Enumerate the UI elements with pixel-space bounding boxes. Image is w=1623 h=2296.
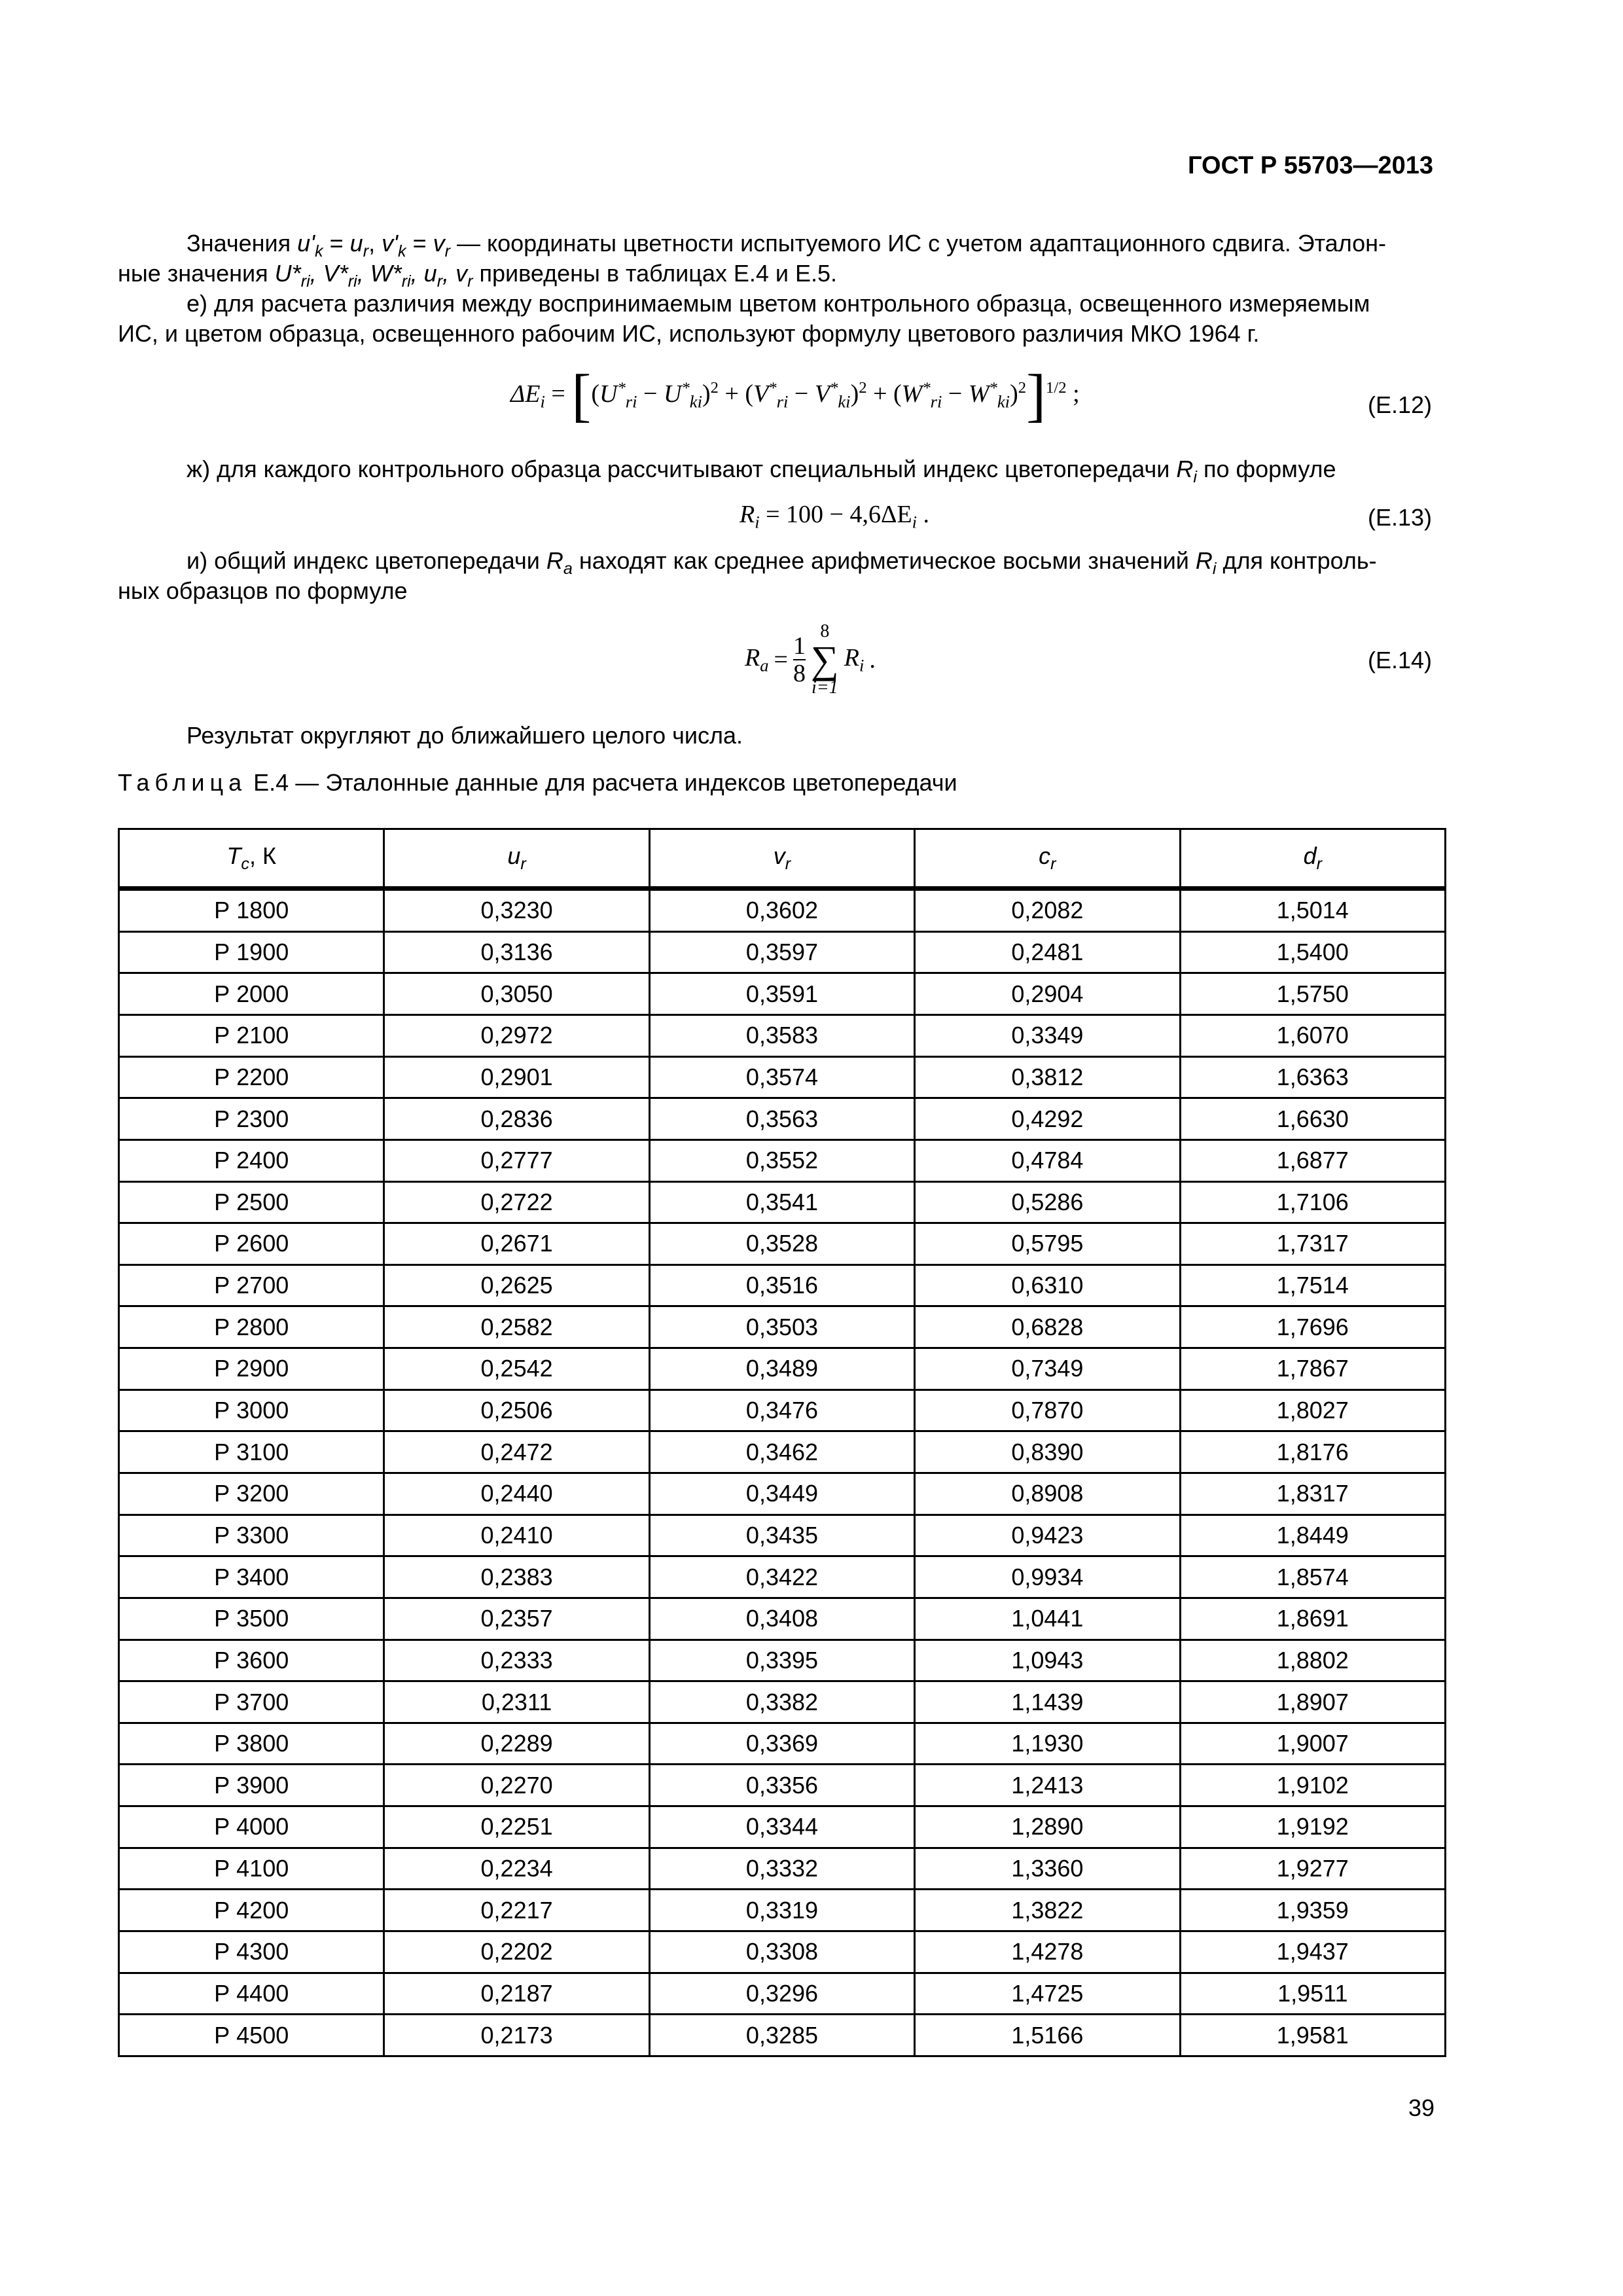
table-row bbox=[119, 1973, 1446, 2015]
table-cell: 0,2187 bbox=[384, 1973, 649, 2015]
table-cell: 0,2440 bbox=[384, 1473, 649, 1515]
table-cell: 0,2234 bbox=[384, 1848, 649, 1890]
table-cell: 0,3422 bbox=[649, 1556, 914, 1598]
table-row bbox=[119, 1681, 1446, 1723]
table-cell: 0,3449 bbox=[649, 1473, 914, 1515]
header-tc: $T_c$, К bbox=[119, 829, 384, 889]
fraction bbox=[793, 633, 806, 687]
table-cell: Р 4000 bbox=[119, 1806, 384, 1848]
table-cell: Р 3800 bbox=[119, 1723, 384, 1765]
table-cell: 1,1439 bbox=[915, 1681, 1180, 1723]
table-cell: Р 3900 bbox=[119, 1765, 384, 1806]
table-cell: 1,6630 bbox=[1180, 1098, 1445, 1140]
table-cell: 1,7317 bbox=[1180, 1223, 1445, 1265]
text-segment: ные значения bbox=[118, 260, 275, 287]
equation-e13-label: (Е.13) bbox=[1367, 504, 1432, 531]
table-cell: 1,7867 bbox=[1180, 1348, 1445, 1390]
table-row bbox=[119, 889, 1446, 932]
table-cell: Р 2300 bbox=[119, 1098, 384, 1140]
table-cell: 1,8449 bbox=[1180, 1515, 1445, 1556]
table-cell: 0,3308 bbox=[649, 1931, 914, 1973]
table-cell: 0,2311 bbox=[384, 1681, 649, 1723]
table-cell: 1,7514 bbox=[1180, 1265, 1445, 1306]
table-cell: 0,6310 bbox=[915, 1265, 1180, 1306]
table-cell: Р 3700 bbox=[119, 1681, 384, 1723]
text-segment: для контроль- bbox=[1216, 547, 1377, 574]
table-cell: 0,2625 bbox=[384, 1265, 649, 1306]
table-row bbox=[119, 1139, 1446, 1181]
table-cell: 1,8802 bbox=[1180, 1640, 1445, 1681]
paragraph-zh-item: ж) для каждого контрольного образца рассчитывают специальный индекс цветопередачи $R_i$ по формуле bbox=[187, 456, 1336, 487]
header-cr: $c_r$ bbox=[915, 829, 1180, 889]
table-cell: 1,8574 bbox=[1180, 1556, 1445, 1598]
sum-operator: 8 ∑ i=1 bbox=[810, 621, 839, 698]
table-cell: 0,3462 bbox=[649, 1431, 914, 1473]
table-cell: 0,3591 bbox=[649, 973, 914, 1015]
paragraph-values: Значения $u'_k = u_r$, $v'_k = v_r$ — координаты цветности испытуемого ИС с учетом адаптационного сдвига. Эталон- bbox=[187, 230, 1386, 261]
text-segment: , bbox=[368, 230, 382, 257]
table-cell: Р 3200 bbox=[119, 1473, 384, 1515]
table-cell: Р 2900 bbox=[119, 1348, 384, 1390]
table-cell: 1,2413 bbox=[915, 1765, 1180, 1806]
text-segment: = bbox=[323, 230, 350, 257]
table-cell: Р 2200 bbox=[119, 1056, 384, 1098]
table-cell: 1,7106 bbox=[1180, 1181, 1445, 1223]
paragraph-i-item-cont: ных образцов по формуле bbox=[118, 577, 408, 604]
table-cell: Р 4500 bbox=[119, 2015, 384, 2056]
text-segment: — координаты цветности испытуемого ИС с учетом адаптационного сдвига. Эталон- bbox=[450, 230, 1386, 257]
table-row bbox=[119, 1473, 1446, 1515]
table-cell: Р 4100 bbox=[119, 1848, 384, 1890]
table-cell: 0,2582 bbox=[384, 1306, 649, 1348]
table-caption bbox=[118, 769, 957, 797]
table-row bbox=[119, 1181, 1446, 1223]
table-cell: 0,2836 bbox=[384, 1098, 649, 1140]
table-cell: 0,3476 bbox=[649, 1390, 914, 1431]
table-cell: 0,2671 bbox=[384, 1223, 649, 1265]
equation-e13: $R_i = 100 - 4,6\Delta E_i$ . bbox=[740, 501, 930, 532]
table-cell: Р 3100 bbox=[119, 1431, 384, 1473]
table-cell: 0,3574 bbox=[649, 1056, 914, 1098]
text-segment: = bbox=[406, 230, 433, 257]
table-cell: 1,7696 bbox=[1180, 1306, 1445, 1348]
table-cell: 0,9934 bbox=[915, 1556, 1180, 1598]
table-cell: 0,3541 bbox=[649, 1181, 914, 1223]
table-row bbox=[119, 1348, 1446, 1390]
table-cell: 1,9007 bbox=[1180, 1723, 1445, 1765]
table-cell: 0,3583 bbox=[649, 1014, 914, 1056]
table-cell: 1,5750 bbox=[1180, 973, 1445, 1015]
table-cell: 1,9277 bbox=[1180, 1848, 1445, 1890]
table-cell: 1,4725 bbox=[915, 1973, 1180, 2015]
table-cell: 0,2901 bbox=[384, 1056, 649, 1098]
equation-e14-label: (Е.14) bbox=[1367, 647, 1432, 673]
table-cell: 0,2202 bbox=[384, 1931, 649, 1973]
table-cell: 1,8691 bbox=[1180, 1598, 1445, 1640]
table-cell: 0,3369 bbox=[649, 1723, 914, 1765]
table-cell: 0,2506 bbox=[384, 1390, 649, 1431]
table-cell: 0,3552 bbox=[649, 1139, 914, 1181]
table-cell: 0,7349 bbox=[915, 1348, 1180, 1390]
table-cell: 0,2357 bbox=[384, 1598, 649, 1640]
paragraph-rounding: Результат округляют до ближайшего целого числа. bbox=[187, 722, 743, 749]
table-row bbox=[119, 1765, 1446, 1806]
table-cell: Р 2700 bbox=[119, 1265, 384, 1306]
table-cell: 0,2481 bbox=[915, 931, 1180, 973]
table-cell: 0,5795 bbox=[915, 1223, 1180, 1265]
table-row bbox=[119, 1056, 1446, 1098]
table-cell: 1,3360 bbox=[915, 1848, 1180, 1890]
table-row bbox=[119, 1848, 1446, 1890]
table-row bbox=[119, 1890, 1446, 1931]
table-cell: 1,8176 bbox=[1180, 1431, 1445, 1473]
table-cell: 0,3296 bbox=[649, 1973, 914, 2015]
table-cell: 0,2472 bbox=[384, 1431, 649, 1473]
table-cell: 0,3395 bbox=[649, 1640, 914, 1681]
table-cell: Р 3500 bbox=[119, 1598, 384, 1640]
table-cell: 1,9581 bbox=[1180, 2015, 1445, 2056]
table-cell: 1,9359 bbox=[1180, 1890, 1445, 1931]
header-dr: $d_r$ bbox=[1180, 829, 1445, 889]
table-cell: 0,2972 bbox=[384, 1014, 649, 1056]
table-row bbox=[119, 1390, 1446, 1431]
table-cell: 0,3516 bbox=[649, 1265, 914, 1306]
symbol-vk: v' bbox=[382, 230, 398, 257]
table-cell: 0,3319 bbox=[649, 1890, 914, 1931]
table-caption-label: Таблица bbox=[118, 769, 247, 796]
table-cell: 0,7870 bbox=[915, 1390, 1180, 1431]
table-cell: 1,9192 bbox=[1180, 1806, 1445, 1848]
table-cell: 0,4784 bbox=[915, 1139, 1180, 1181]
table-row bbox=[119, 1806, 1446, 1848]
table-cell: 1,9102 bbox=[1180, 1765, 1445, 1806]
table-cell: 0,3503 bbox=[649, 1306, 914, 1348]
table-cell: 0,3408 bbox=[649, 1598, 914, 1640]
table-cell: 1,3822 bbox=[915, 1890, 1180, 1931]
table-cell: 0,3382 bbox=[649, 1681, 914, 1723]
paragraph-values-cont: ные значения $U*_{ri}$, $V*_{ri}$, $W*_{ri}$, $u_r$, $v_r$ приведены в таблицах Е.4 и Е.5. bbox=[118, 260, 838, 291]
table-cell: 0,3563 bbox=[649, 1098, 914, 1140]
table-row bbox=[119, 1598, 1446, 1640]
table-row bbox=[119, 2015, 1446, 2056]
symbol-uk: u' bbox=[297, 230, 315, 257]
table-cell: 1,9511 bbox=[1180, 1973, 1445, 2015]
text-segment: находят как среднее арифметическое восьми значений bbox=[572, 547, 1196, 574]
table-caption-text: Е.4 — Эталонные данные для расчета индексов цветопередачи bbox=[247, 769, 957, 796]
table-cell: 0,2722 bbox=[384, 1181, 649, 1223]
table-cell: Р 2400 bbox=[119, 1139, 384, 1181]
table-row bbox=[119, 1515, 1446, 1556]
table-row bbox=[119, 1014, 1446, 1056]
table-cell: Р 4300 bbox=[119, 1931, 384, 1973]
text-segment: по формуле bbox=[1197, 456, 1336, 482]
table-cell: 0,2173 bbox=[384, 2015, 649, 2056]
table-cell: 1,8027 bbox=[1180, 1390, 1445, 1431]
table-cell: 1,5166 bbox=[915, 2015, 1180, 2056]
table-row bbox=[119, 1931, 1446, 1973]
table-cell: 0,3489 bbox=[649, 1348, 914, 1390]
table-header-row bbox=[119, 829, 1446, 889]
table-cell: 1,2890 bbox=[915, 1806, 1180, 1848]
table-cell: 0,2333 bbox=[384, 1640, 649, 1681]
fraction-denominator: 8 bbox=[793, 660, 806, 687]
table-cell: 1,6070 bbox=[1180, 1014, 1445, 1056]
table-row bbox=[119, 931, 1446, 973]
table-cell: 0,2082 bbox=[915, 889, 1180, 932]
table-cell: 0,2383 bbox=[384, 1556, 649, 1598]
header-ur: $u_r$ bbox=[384, 829, 649, 889]
table-cell: Р 3300 bbox=[119, 1515, 384, 1556]
equation-e12: $\Delta E_i = [(U^*_{ri} - U^*_{ki})^2 + (V^*_{ri} - V^*_{ki})^2 + (W^*_{ri} - W^*_{ki})^2]^{1/2}$ ; bbox=[510, 363, 1080, 428]
header-vr: $v_r$ bbox=[649, 829, 914, 889]
table-cell: 1,4278 bbox=[915, 1931, 1180, 1973]
table-cell: 1,8907 bbox=[1180, 1681, 1445, 1723]
table-cell: 1,6877 bbox=[1180, 1139, 1445, 1181]
table-cell: 0,8908 bbox=[915, 1473, 1180, 1515]
table-cell: 0,3356 bbox=[649, 1765, 914, 1806]
table-cell: Р 2600 bbox=[119, 1223, 384, 1265]
table-cell: 1,0441 bbox=[915, 1598, 1180, 1640]
table-cell: 0,8390 bbox=[915, 1431, 1180, 1473]
table-cell: 1,8317 bbox=[1180, 1473, 1445, 1515]
table-cell: 0,3230 bbox=[384, 889, 649, 932]
table-cell: 0,3597 bbox=[649, 931, 914, 973]
table-cell: 0,2289 bbox=[384, 1723, 649, 1765]
table-cell: Р 2000 bbox=[119, 973, 384, 1015]
equation-e13-body: = 100 − 4,6ΔE bbox=[766, 501, 912, 528]
paragraph-e-item: е) для расчета различия между воспринимаемым цветом контрольного образца, освещенного измеряемым bbox=[187, 290, 1370, 317]
table-cell: 0,5286 bbox=[915, 1181, 1180, 1223]
equation-e14: $R_a$ = $\frac{1}{8}$ 8 ∑ i=1 $R_i$ . bbox=[745, 621, 876, 698]
table-cell: 0,3528 bbox=[649, 1223, 914, 1265]
table-cell: 0,2217 bbox=[384, 1890, 649, 1931]
table-cell: 1,5014 bbox=[1180, 889, 1445, 932]
table-cell: Р 3400 bbox=[119, 1556, 384, 1598]
table-cell: 0,3332 bbox=[649, 1848, 914, 1890]
table-row bbox=[119, 1306, 1446, 1348]
table-cell: 1,1930 bbox=[915, 1723, 1180, 1765]
table-cell: Р 4200 bbox=[119, 1890, 384, 1931]
table-cell: 0,3435 bbox=[649, 1515, 914, 1556]
table-cell: 0,3136 bbox=[384, 931, 649, 973]
table-row bbox=[119, 1098, 1446, 1140]
table-row bbox=[119, 1723, 1446, 1765]
table-cell: 0,2542 bbox=[384, 1348, 649, 1390]
symbol-vr: v bbox=[433, 230, 445, 257]
table-row bbox=[119, 1223, 1446, 1265]
sum-lower-limit: i=1 bbox=[812, 677, 838, 698]
table-cell: 0,3812 bbox=[915, 1056, 1180, 1098]
table-row bbox=[119, 1556, 1446, 1598]
sum-upper-limit: 8 bbox=[820, 621, 830, 641]
table-row bbox=[119, 1640, 1446, 1681]
table-cell: 0,3344 bbox=[649, 1806, 914, 1848]
table-cell: 1,5400 bbox=[1180, 931, 1445, 973]
table-cell: 0,2251 bbox=[384, 1806, 649, 1848]
page-number: 39 bbox=[1408, 2094, 1435, 2121]
table-cell: 0,4292 bbox=[915, 1098, 1180, 1140]
table-cell: 0,3349 bbox=[915, 1014, 1180, 1056]
table-row bbox=[119, 1431, 1446, 1473]
table-cell: 1,9437 bbox=[1180, 1931, 1445, 1973]
table-body bbox=[119, 889, 1446, 2056]
text-segment: ж) для каждого контрольного образца рассчитывают специальный индекс цветопередачи bbox=[187, 456, 1177, 482]
table-cell: Р 3000 bbox=[119, 1390, 384, 1431]
table-cell: Р 4400 bbox=[119, 1973, 384, 2015]
table-cell: 0,3285 bbox=[649, 2015, 914, 2056]
equation-e12-label: (Е.12) bbox=[1367, 391, 1432, 418]
table-cell: 0,2410 bbox=[384, 1515, 649, 1556]
reference-data-table bbox=[118, 828, 1446, 2057]
table-cell: 0,2270 bbox=[384, 1765, 649, 1806]
table-cell: Р 1800 bbox=[119, 889, 384, 932]
table-row bbox=[119, 973, 1446, 1015]
table-cell: 0,9423 bbox=[915, 1515, 1180, 1556]
table-cell: Р 1900 bbox=[119, 931, 384, 973]
paragraph-i-item: и) общий индекс цветопередачи $R_a$ находят как среднее арифметическое восьми значений $R_i$ для контроль- bbox=[187, 547, 1377, 579]
table-cell: 0,3602 bbox=[649, 889, 914, 932]
table-cell: 1,0943 bbox=[915, 1640, 1180, 1681]
table-cell: 0,3050 bbox=[384, 973, 649, 1015]
table-cell: Р 3600 bbox=[119, 1640, 384, 1681]
text-segment: Значения bbox=[187, 230, 298, 257]
paragraph-e-item-cont: ИС, и цветом образца, освещенного рабочим ИС, используют формулу цветового различия МКО 1964 г. bbox=[118, 320, 1260, 347]
table-cell: 1,6363 bbox=[1180, 1056, 1445, 1098]
symbol-ur: u bbox=[349, 230, 363, 257]
table-cell: 0,2904 bbox=[915, 973, 1180, 1015]
table-cell: Р 2100 bbox=[119, 1014, 384, 1056]
table-cell: Р 2500 bbox=[119, 1181, 384, 1223]
fraction-numerator: 1 bbox=[793, 632, 806, 660]
table-row bbox=[119, 1265, 1446, 1306]
table-cell: Р 2800 bbox=[119, 1306, 384, 1348]
table-cell: 0,2777 bbox=[384, 1139, 649, 1181]
text-segment: приведены в таблицах Е.4 и Е.5. bbox=[473, 260, 838, 287]
standard-header: ГОСТ Р 55703—2013 bbox=[1188, 152, 1433, 179]
table-cell: 0,6828 bbox=[915, 1306, 1180, 1348]
text-segment: и) общий индекс цветопередачи bbox=[187, 547, 546, 574]
